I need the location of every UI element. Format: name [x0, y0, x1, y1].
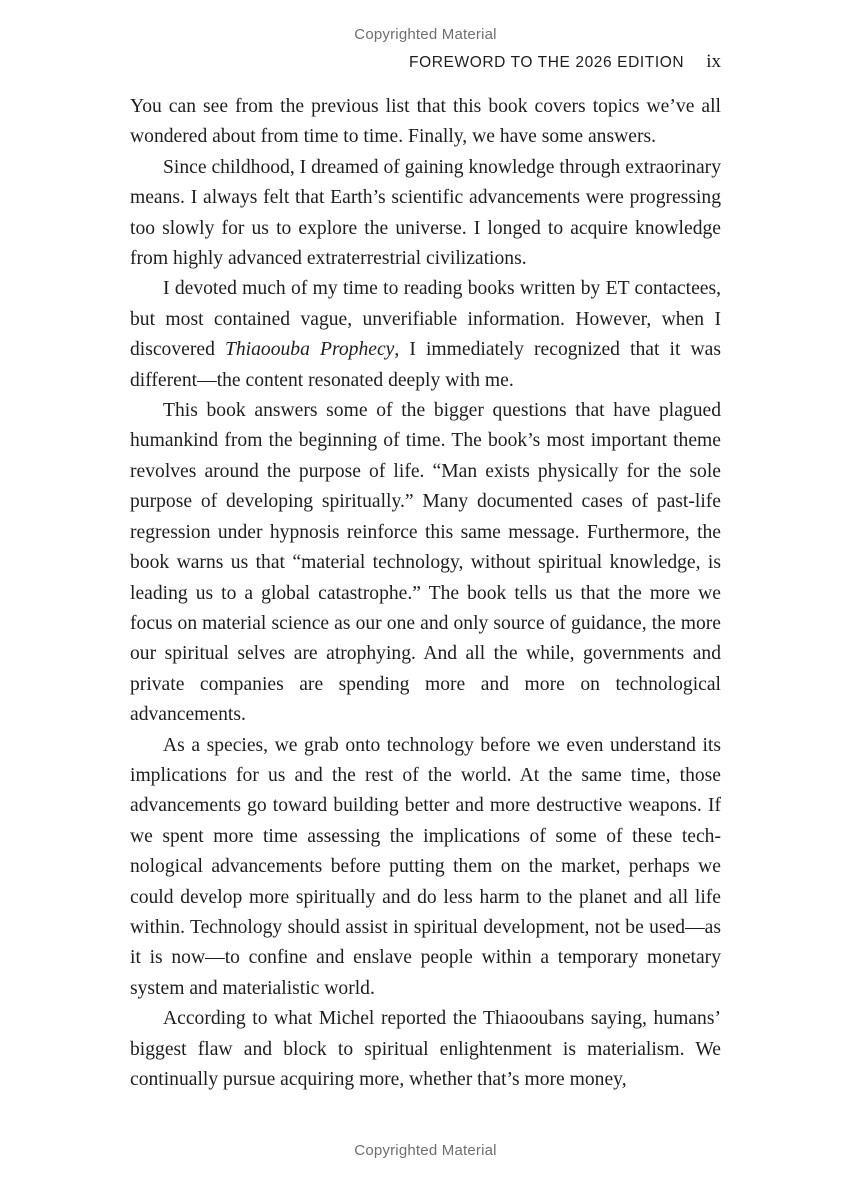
- paragraph-3-text-before: I devoted much of my time to reading books written by ET contactees, but most contained vague, unverifiable information. However, when I discovered: [130, 278, 721, 361]
- paragraph-6: According to what Michel reported the Thiaooubans saying, humans’ biggest flaw and block to spiritual enlightenment is materialism. We continually pursue acquiring more, whether that’s more money,: [130, 1008, 721, 1090]
- page-number: ix: [706, 51, 721, 72]
- paragraph-3-text-after: , I immediately recognized that it was different—the content resonated deeply with me.: [130, 339, 722, 391]
- body-text: [130, 92, 721, 1095]
- book-title: Thiaoouba Prophecy: [224, 339, 395, 361]
- paragraph-1: You can see from the previous list that this book covers topics we’ve all wondered about from time to time. Finally, we have some answers.: [130, 96, 721, 148]
- paragraph-5: As a species, we grab onto technology before we even understand its implications for us and the rest of the world. At the same time, those advancements go toward building better and more destructive weapons. If we spent more time assessing the implications of some of these technological advancements before putting them on the market, perhaps we could develop more spiritually and do less harm to the planet and all life within. Technology should assist in spiritual development, not be used—as it is now—to confine and enslave people within a temporary monetary system and materialistic world.: [130, 734, 721, 999]
- copyright-watermark-top: Copyrighted Material: [354, 26, 497, 43]
- running-title: FOREWORD TO THE 2026 EDITION: [409, 54, 685, 71]
- paragraph-3: [130, 274, 721, 396]
- running-header: [130, 51, 721, 73]
- paragraph-2: Since childhood, I dreamed of gaining knowledge through extraorinary means. I always felt that Earth’s scientific advancements were progressing too slowly for us to explore the universe. I longed to acquire knowledge from highly advanced extraterrestrial civilizations.: [130, 156, 721, 270]
- copyright-watermark-bottom: Copyrighted Material: [354, 1142, 497, 1159]
- paragraph-4: This book answers some of the bigger questions that have plagued humankind from the beginning of time. The book’s most important theme revolves around the purpose of life. “Man exists physically for the sole purpose of developing spiritually.” Many documented cases of past-life regression under hypnosis reinforce this same message. Furthermore, the book warns us that “material technology, without spiritual knowledge, is leading us to a global catastrophe.” The book tells us that the more we focus on material science as our one and only source of guidance, the more our spiritual selves are atrophying. And all the while, governments and private companies are spending more and more on technological advancements.: [130, 400, 721, 726]
